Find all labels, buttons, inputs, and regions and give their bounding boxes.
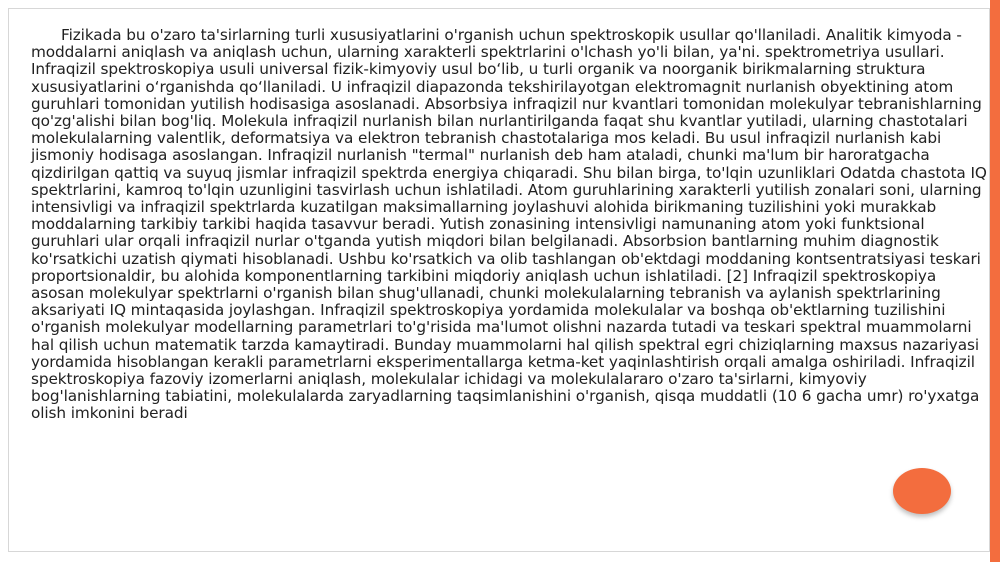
accent-circle <box>893 468 951 514</box>
body-paragraph: Fizikada bu o'zaro ta'sirlarning turli xususiyatlarini o'rganish uchun spektroskopik usullar qo'llaniladi. Analitik kimyoda - moddalarni aniqlash va aniqlash uchun, ularning xarakterli spektrlarini o'lchash yo'li bilan, ya'ni. spektrometriya usullari. Infraqizil spektroskopiya usuli universal fizik-kimyoviy usul bo‘lib, u turli organik va noorganik birikmalarning struktura xususiyatlarini o‘rganishda qo‘llaniladi. U infraqizil diapazonda tekshirilayotgan elektromagnit nurlanish obyektining atom guruhlari tomonidan yutilish hodisasiga asoslanadi. Absorbsiya infraqizil nur kvantlari tomonidan molekulyar tebranishlarning qo'zg'alishi bilan bog'liq. Molekula infraqizil nurlanish bilan nurlantirilganda faqat shu kvantlar yutiladi, ularning chastotalari molekulalarning valentlik, deformatsiya va elektron tebranish chastotalariga mos keladi. Bu usul infraqizil nurlanish kabi jismoniy hodisaga asoslangan. Infraqizil nurlanish "termal" nurlanish deb ham ataladi, chunki ma'lum bir haroratgacha qizdirilgan qattiq va suyuq jismlar infraqizil spektrda energiya chiqaradi. Shu bilan birga, to'lqin uzunliklari Odatda chastota IQ spektrlarini, kamroq to'lqin uzunligini tasvirlash uchun ishlatiladi. Atom guruhlarining xarakterli yutilish zonalari soni, ularning intensivligi va infraqizil spektrlarda kuzatilgan maksimallarning joylashuvi alohida birikmaning tuzilishini yoki murakkab moddalarning tarkibiy tarkibi haqida tasavvur beradi. Yutish zonasining intensivligi namunaning atom yoki funktsional guruhlari ular orqali infraqizil nurlar o'tganda yutish miqdori bilan belgilanadi. Absorbsion bantlarning muhim diagnostik ko'rsatkichi uzatish qiymati hisoblanadi. Ushbu ko'rsatkich va olib tashlangan ob'ektdagi moddaning kontsentratsiyasi teskari proportsionaldir, bu alohida komponentlarning tarkibini miqdoriy aniqlash uchun ishlatiladi. [2] Infraqizil spektroskopiya asosan molekulyar spektrlarni o'rganish bilan shug'ullanadi, chunki molekulalarning tebranish va aylanish spektrlarining aksariyati IQ mintaqasida joylashgan. Infraqizil spektroskopiya yordamida molekulalar va boshqa ob'ektlarning tuzilishini o'rganish molekulyar modellarning parametrlari to'g'risida ma'lumot olishni nazarda tutadi va teskari spektral muammolarni hal qilish uchun matematik tarzda kamaytiradi. Bunday muammolarni hal qilish spektral egri chiziqlarning maxsus nazariyasi yordamida hisoblangan kerakli parametrlarni eksperimentallarga ketma-ket yaqinlashtirish orqali amalga oshiriladi. Infraqizil spektroskopiya fazoviy izomerlarni aniqlash, molekulalar ichidagi va molekulalararo o'zaro ta'sirlarni, kimyoviy bog'lanishlarning tabiatini, molekulalarda zaryadlarning taqsimlanishini o'rganish, qisqa muddatli (10 6 gacha umr) ro'yxatga olish imkonini beradi <box>31 26 987 423</box>
